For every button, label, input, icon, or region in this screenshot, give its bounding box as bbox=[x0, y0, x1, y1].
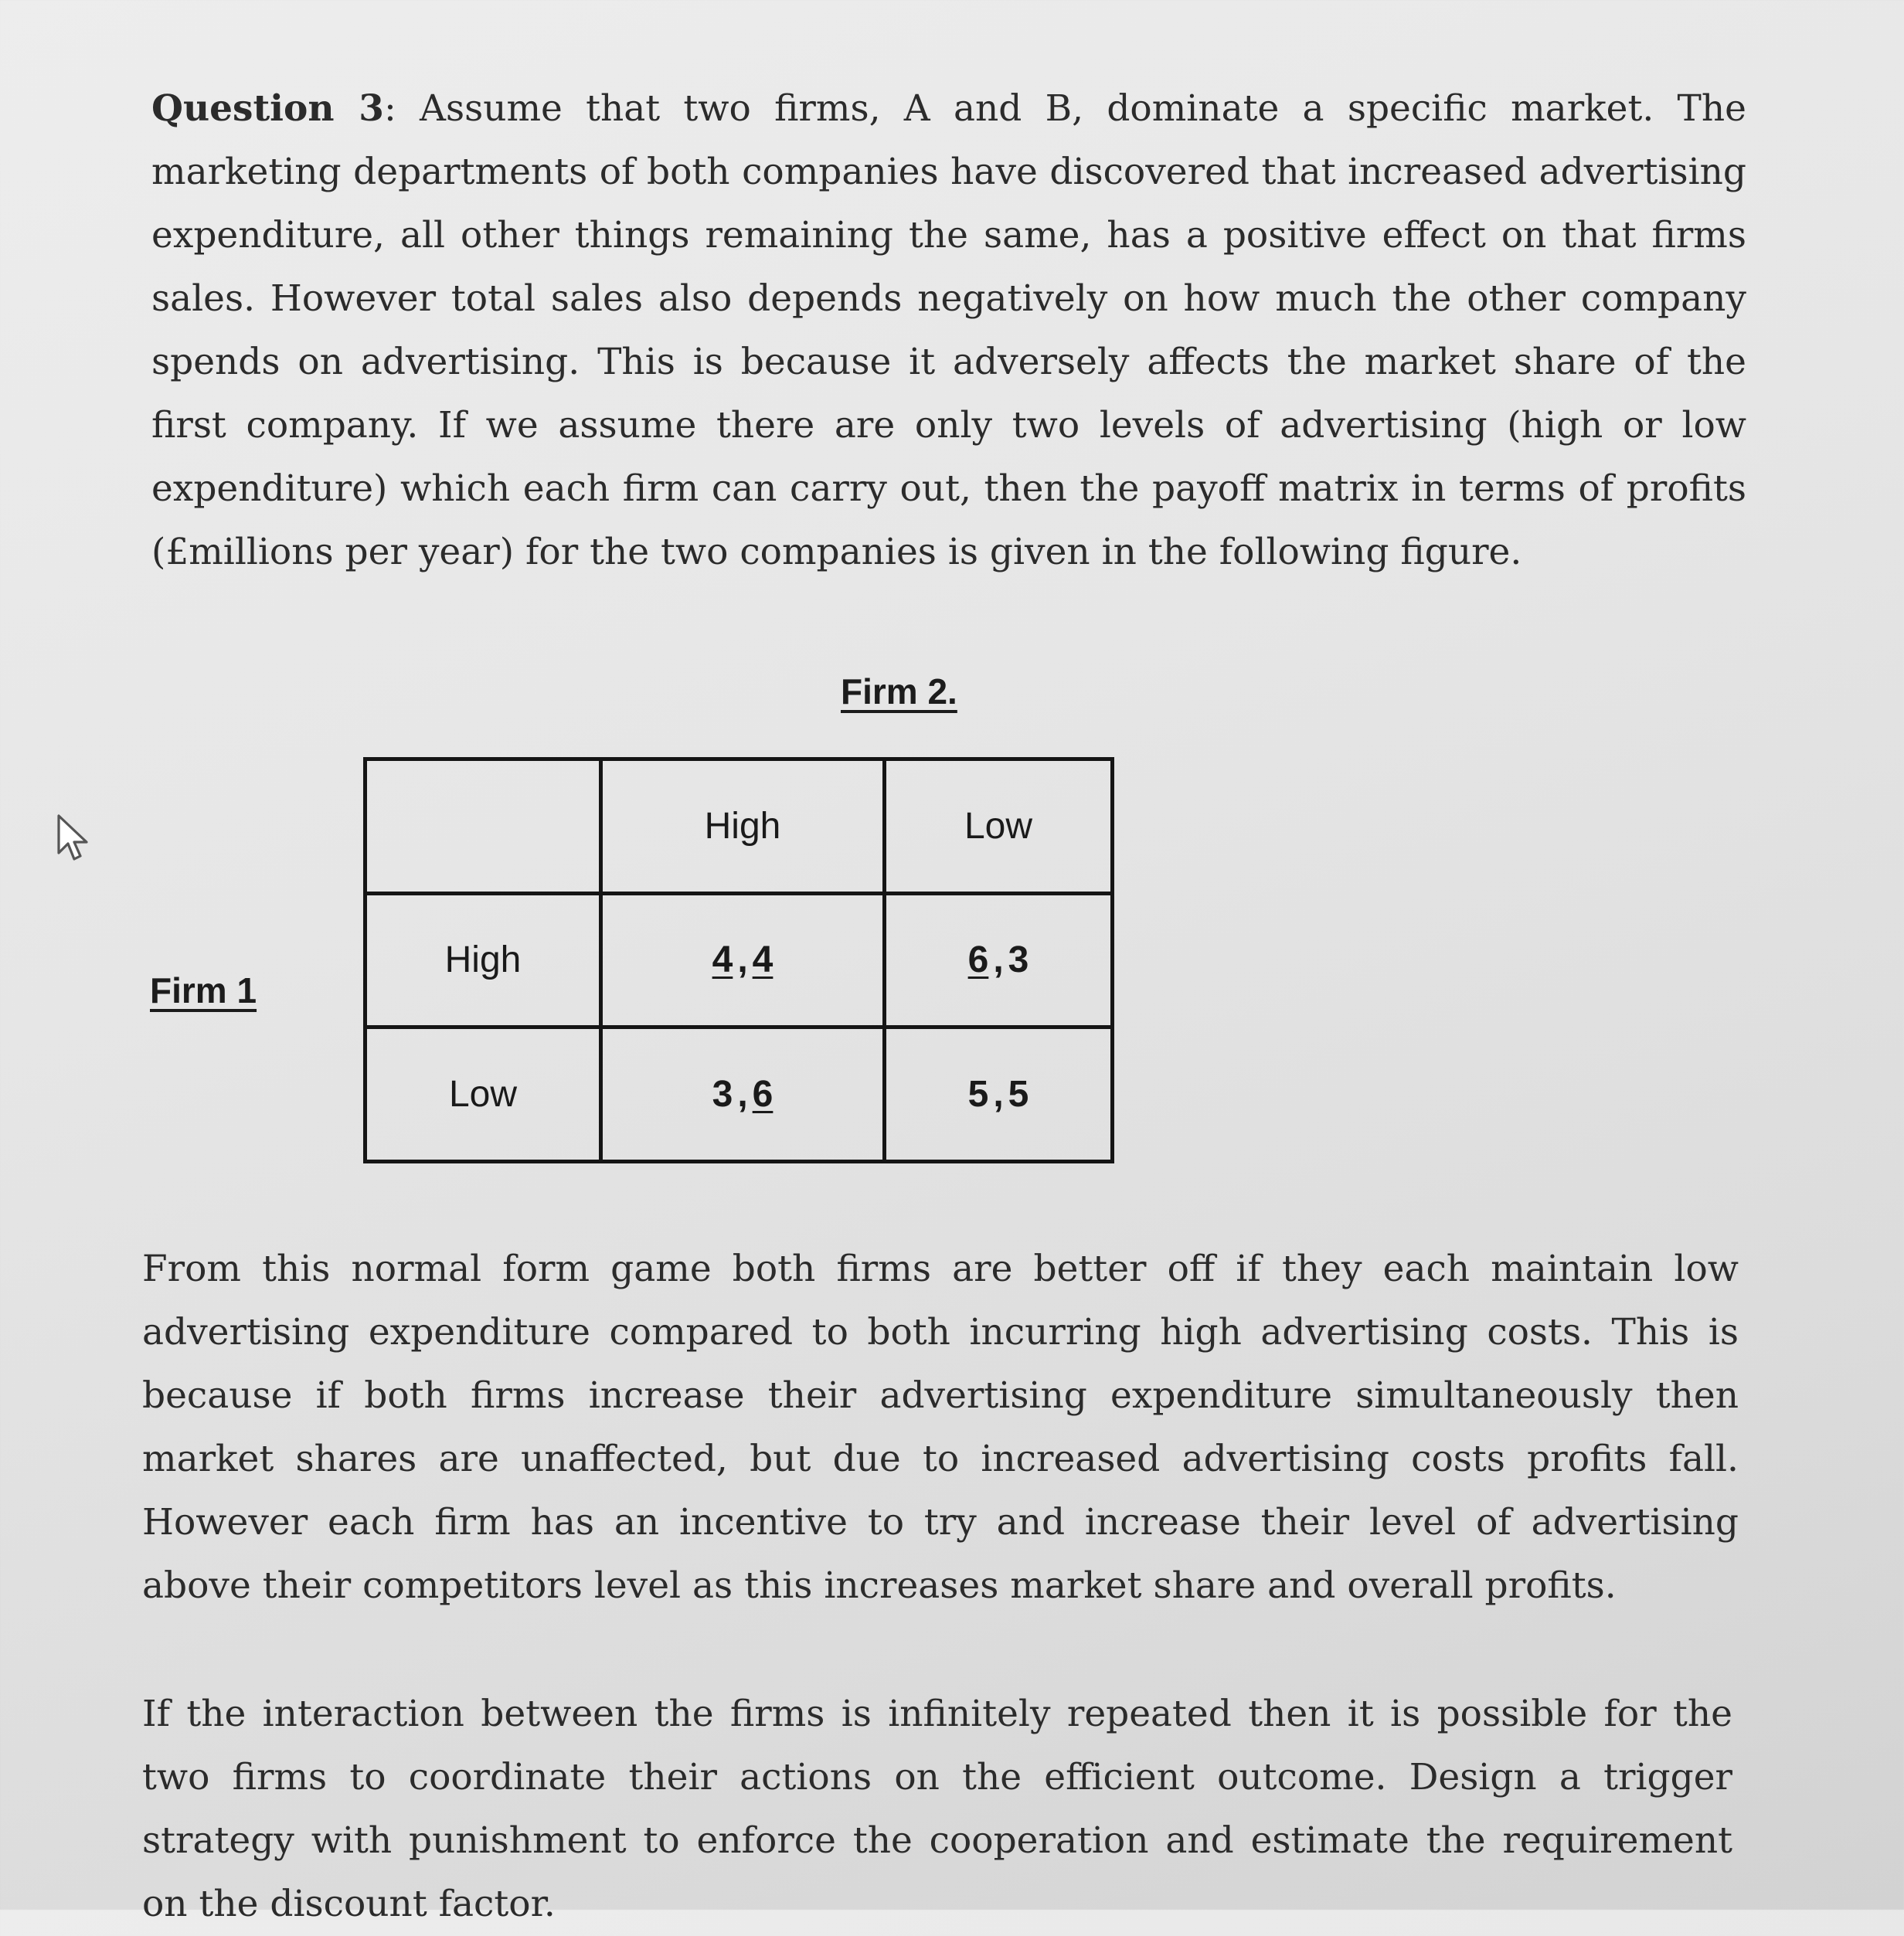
payoff-firm2: 5 bbox=[1008, 1074, 1029, 1116]
payoff-firm1: 3 bbox=[712, 1074, 733, 1116]
payoff-firm2: 6 bbox=[752, 1074, 774, 1116]
column-player-label: Firm 2. bbox=[841, 671, 957, 712]
payoff-firm1: 5 bbox=[967, 1074, 989, 1116]
task-paragraph: If the interaction between the firms is infinitely repeated then it is possible for the two firms to coordinate their actions on the efficient outcome. Design a trigger strategy with punishment to enforce the cooperation and estimate the requirement on the discount factor. bbox=[142, 1693, 1732, 1925]
payoff-separator: , bbox=[993, 1074, 1004, 1116]
question-text: : Assume that two firms, A and B, dominate a specific market. The marketing departments of both companies have discovered that increased advertising expenditure, all other things remaining the same, has a positive effect on that firms sales. However total sales also depends negatively on how much the other company spends on advertising. This is because it adversely affects the market share of the first company. If we assume there are only two levels of advertising (high or low expenditure) which each firm can carry out, then the payoff matrix in terms of profits (£millions per year) for the two companies is given in the following figure. bbox=[151, 87, 1746, 573]
row-player-label: Firm 1 bbox=[150, 970, 257, 1010]
payoff-separator: , bbox=[993, 939, 1004, 981]
column-header-high: High bbox=[601, 759, 885, 894]
payoff-separator: , bbox=[737, 1074, 748, 1116]
payoff-cell-high-high bbox=[601, 893, 885, 1027]
payoff-firm1: 4 bbox=[712, 939, 733, 981]
payoff-cell-high-low bbox=[885, 893, 1113, 1027]
question-label: Question 3 bbox=[151, 87, 384, 130]
payoff-matrix bbox=[363, 757, 1114, 1163]
corner-cell bbox=[366, 759, 601, 894]
payoff-separator: , bbox=[737, 939, 748, 981]
column-header-low: Low bbox=[885, 759, 1113, 894]
payoff-cell-low-high bbox=[601, 1027, 885, 1162]
payoff-cell-low-low bbox=[885, 1027, 1113, 1162]
question-paragraph bbox=[151, 77, 1746, 584]
explanation-paragraph: From this normal form game both firms are better off if they each maintain low advertising expenditure compared to both incurring high advertising costs. This is because if both firms increase their advertising expenditure simultaneously then market shares are unaffected, but due to increased advertising costs profits fall. However each firm has an incentive to try and increase their level of advertising above their competitors level as this increases market share and overall profits. bbox=[142, 1248, 1739, 1607]
payoff-row-low bbox=[366, 1027, 1113, 1162]
payoff-firm1: 6 bbox=[967, 939, 989, 981]
payoff-firm2: 4 bbox=[752, 939, 774, 981]
header-row bbox=[366, 759, 1113, 894]
row-label-low: Low bbox=[366, 1027, 601, 1162]
payoff-firm2: 3 bbox=[1008, 939, 1029, 981]
row-label-high: High bbox=[366, 893, 601, 1027]
payoff-row-high bbox=[366, 893, 1113, 1027]
mouse-pointer-icon bbox=[56, 813, 96, 862]
